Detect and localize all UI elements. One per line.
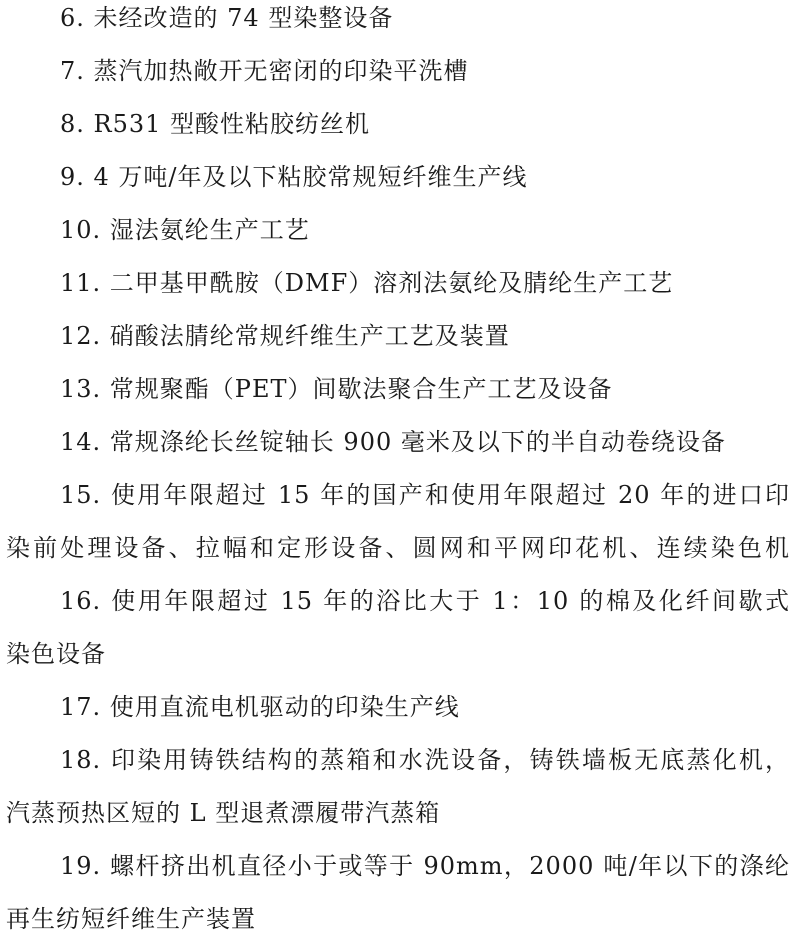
list-item-10: 10. 湿法氨纶生产工艺 xyxy=(60,216,310,244)
list-item-13: 13. 常规聚酯（PET）间歇法聚合生产工艺及设备 xyxy=(60,375,613,403)
list-item-6: 6. 未经改造的 74 型染整设备 xyxy=(60,4,394,32)
list-item-18-line-1: 18. 印染用铸铁结构的蒸箱和水洗设备，铸铁墙板无底蒸化机， xyxy=(60,746,790,774)
list-item-16-line-1: 16. 使用年限超过 15 年的浴比大于 1：10 的棉及化纤间歇式 xyxy=(60,587,790,615)
list-item-18-line-2: 汽蒸预热区短的 L 型退煮漂履带汽蒸箱 xyxy=(6,799,441,827)
list-item-15-line-1: 15. 使用年限超过 15 年的国产和使用年限超过 20 年的进口印 xyxy=(60,481,790,509)
list-item-8: 8. R531 型酸性粘胶纺丝机 xyxy=(60,110,371,138)
list-item-7: 7. 蒸汽加热敞开无密闭的印染平洗槽 xyxy=(60,57,469,85)
list-item-19-line-1: 19. 螺杆挤出机直径小于或等于 90mm，2000 吨/年以下的涤纶 xyxy=(60,852,790,880)
list-item-15-line-2: 染前处理设备、拉幅和定形设备、圆网和平网印花机、连续染色机 xyxy=(6,534,790,562)
list-item-9: 9. 4 万吨/年及以下粘胶常规短纤维生产线 xyxy=(60,163,528,191)
list-item-11: 11. 二甲基甲酰胺（DMF）溶剂法氨纶及腈纶生产工艺 xyxy=(60,269,674,297)
list-item-12: 12. 硝酸法腈纶常规纤维生产工艺及装置 xyxy=(60,322,510,350)
list-item-17: 17. 使用直流电机驱动的印染生产线 xyxy=(60,693,460,721)
list-item-14: 14. 常规涤纶长丝锭轴长 900 毫米及以下的半自动卷绕设备 xyxy=(60,428,726,456)
list-item-19-line-2: 再生纺短纤维生产装置 xyxy=(6,905,256,933)
list-item-16-line-2: 染色设备 xyxy=(6,640,106,668)
